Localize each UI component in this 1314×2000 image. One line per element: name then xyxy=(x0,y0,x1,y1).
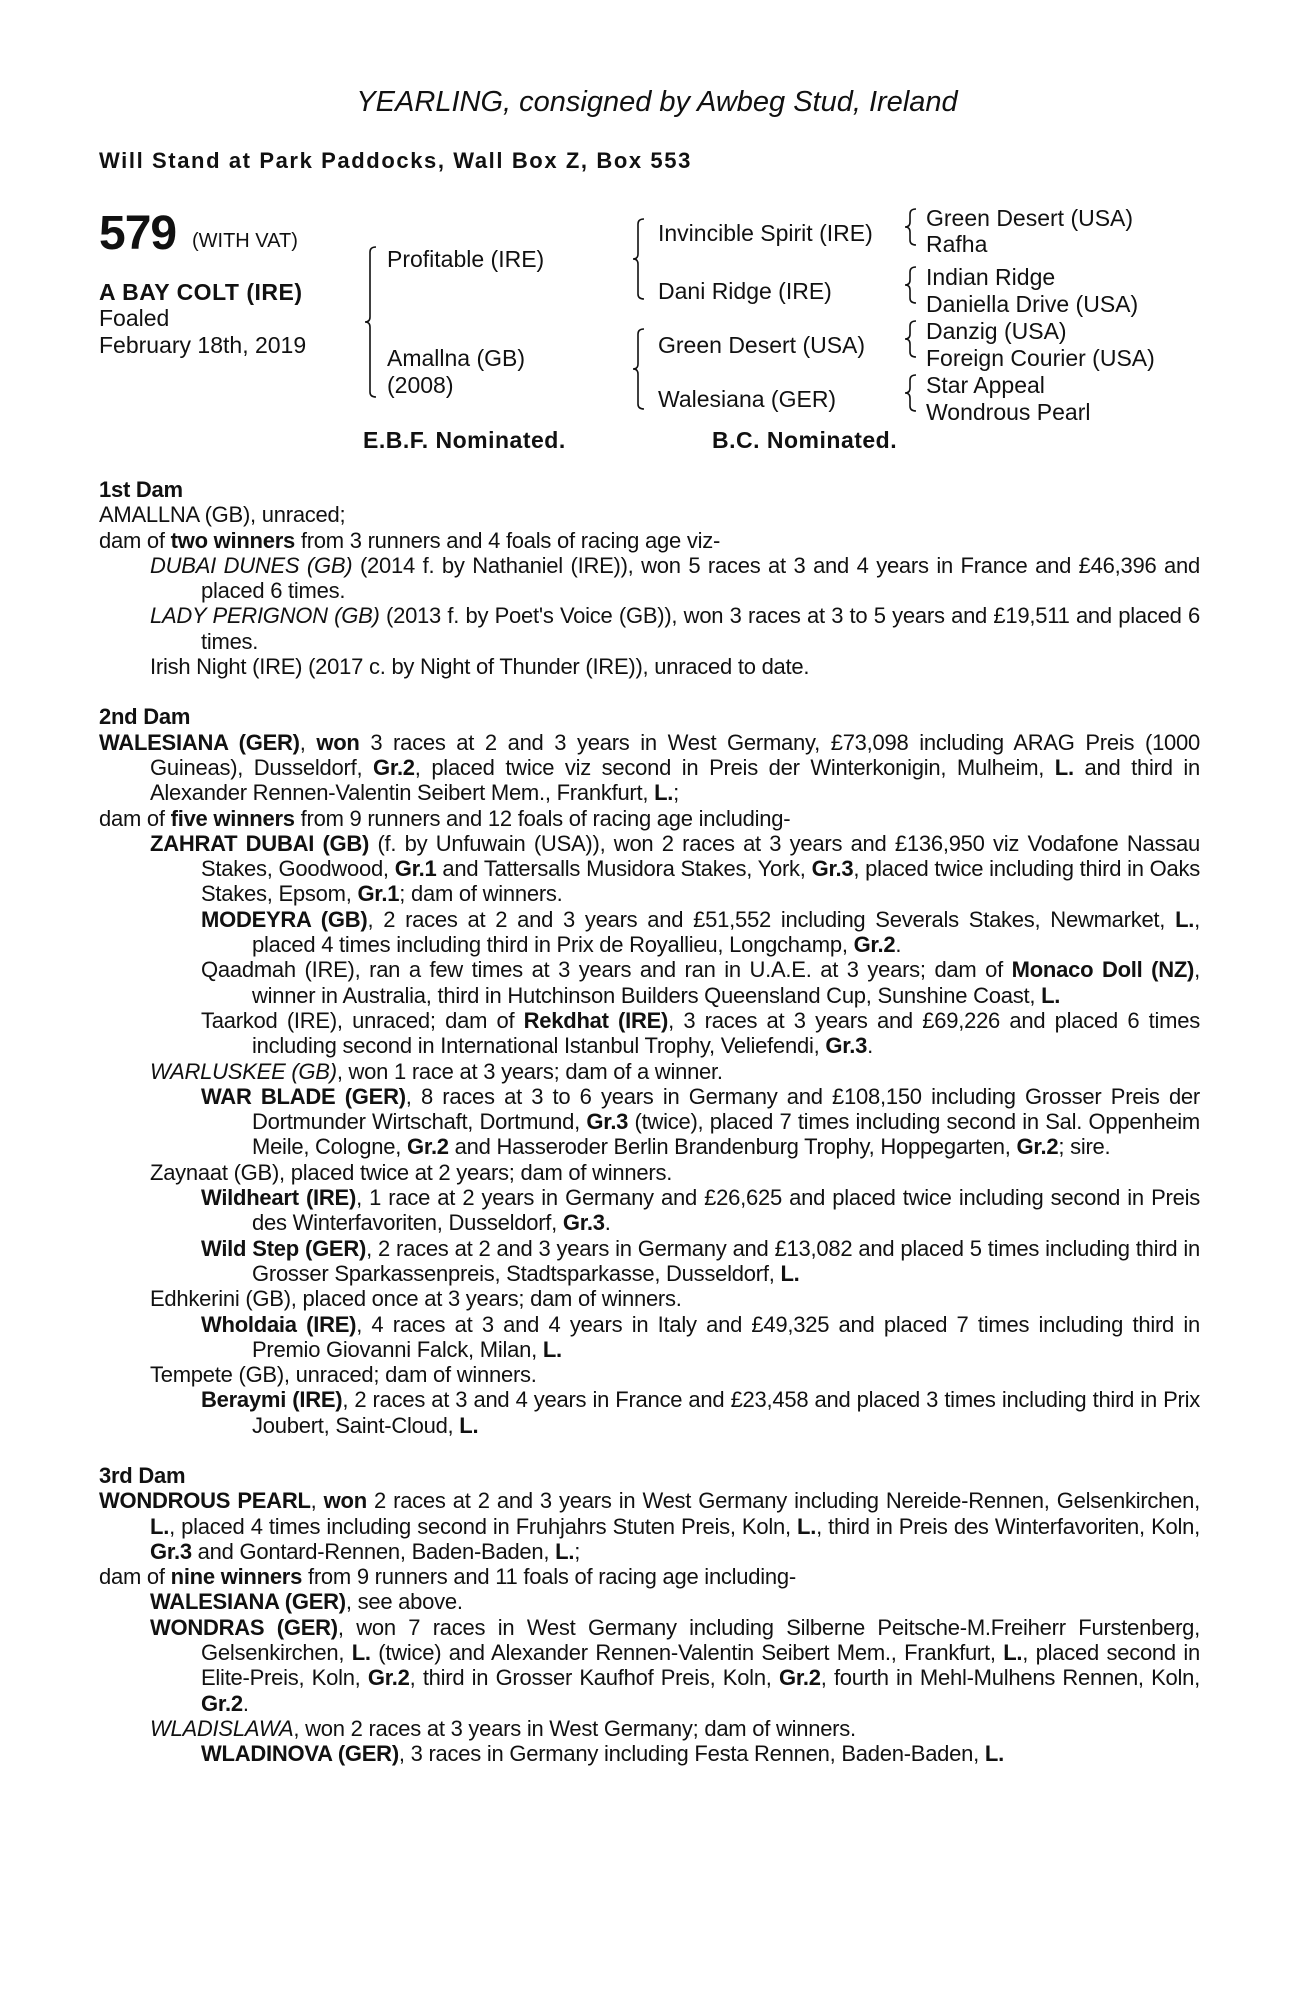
text: , see above. xyxy=(345,1589,463,1615)
produce-entry xyxy=(99,502,1200,527)
text: , third in Preis des Winterfavoriten, Koln, xyxy=(816,1513,1200,1539)
text: . xyxy=(895,932,902,958)
text: from 9 runners and 11 foals of racing age including- xyxy=(302,1564,796,1590)
text: . xyxy=(867,1033,874,1059)
produce-record xyxy=(99,477,1200,1792)
bold-text: L. xyxy=(555,1538,575,1564)
bold-text: L. xyxy=(150,1513,170,1539)
text: (twice) and Alexander Rennen-Valentin Seibert Mem., Frankfurt, xyxy=(370,1640,1004,1666)
stable-location: Will Stand at Park Paddocks, Wall Box Z, Box 553 xyxy=(99,148,692,173)
lot-number: 579 xyxy=(99,207,177,260)
bold-text: L. xyxy=(654,780,674,806)
dam-sire: Green Desert (USA) xyxy=(658,332,866,358)
text: ; xyxy=(574,1538,581,1564)
bold-text: Gr.3 xyxy=(562,1210,605,1236)
sire: Profitable (IRE) xyxy=(387,246,545,272)
bold-text: Gr.1 xyxy=(357,881,400,907)
produce-entry xyxy=(99,1160,1200,1185)
brace-icon xyxy=(904,208,918,246)
text: , placed 4 times including second in Fruhjahrs Stuten Preis, Koln, xyxy=(169,1513,798,1539)
bold-text: Gr.3 xyxy=(150,1538,192,1564)
produce-entry xyxy=(99,1008,1200,1059)
sire-dam-sire: Indian Ridge xyxy=(926,264,1056,290)
text: , xyxy=(299,729,317,755)
produce-entry xyxy=(99,957,1200,1008)
bold-text: L. xyxy=(459,1412,479,1438)
italic-text: LADY PERIGNON (GB) xyxy=(150,603,380,629)
produce-entry xyxy=(99,1716,1200,1741)
text: Qaadmah (IRE), ran a few times at 3 years and ran in U.A.E. at 3 years; dam of xyxy=(201,957,1012,983)
text: and Tattersalls Musidora Stakes, York, xyxy=(436,856,812,882)
text: from 9 runners and 12 foals of racing age including- xyxy=(294,805,791,831)
sire-dam-dam: Daniella Drive (USA) xyxy=(926,291,1139,317)
produce-entry xyxy=(99,1589,1200,1614)
text: Taarkod (IRE), unraced; dam of xyxy=(201,1007,524,1033)
bold-text: won xyxy=(323,1488,367,1514)
brace-icon xyxy=(632,328,646,410)
text: 3 races at 2 and 3 years in West Germany, £73,098 including ARAG Preis (1000 Guineas), Dusseldorf, xyxy=(150,729,1201,780)
produce-entry xyxy=(99,528,1200,553)
vat-note: (WITH VAT) xyxy=(192,230,298,252)
produce-entry xyxy=(99,1059,1200,1084)
text: , xyxy=(310,1488,324,1514)
text: Edhkerini (GB), placed once at 3 years; dam of winners. xyxy=(150,1286,682,1312)
bold-text: Gr.3 xyxy=(586,1109,629,1135)
text: , 3 races in Germany including Festa Rennen, Baden-Baden, xyxy=(398,1741,985,1767)
sire-sire-dam: Rafha xyxy=(926,231,988,257)
text: , won 7 races in West Germany including Silberne Peitsche-M.Freiherr Furstenberg, Gelsenkirchen, xyxy=(201,1614,1200,1666)
bold-text: Gr.2 xyxy=(367,1665,410,1691)
bold-text: L. xyxy=(984,1741,1004,1767)
bold-text: Gr.3 xyxy=(811,856,854,882)
text: , 1 race at 2 years in Germany and £26,625 and placed twice including second in Preis des Winterfavoriten, Dusseldorf, xyxy=(252,1185,1200,1236)
foaled-date: February 18th, 2019 xyxy=(99,332,307,358)
bold-text: L. xyxy=(1054,754,1074,780)
bold-text: WLADINOVA (GER) xyxy=(201,1741,399,1767)
produce-entry xyxy=(99,1236,1200,1287)
italic-text: WLADISLAWA xyxy=(150,1715,294,1741)
text: , winner in Australia, third in Hutchinson Builders Queensland Cup, Sunshine Coast, xyxy=(252,957,1201,1008)
bold-text: two winners xyxy=(170,527,295,553)
sire-sire-sire: Green Desert (USA) xyxy=(926,205,1134,231)
text: . xyxy=(604,1210,611,1236)
bold-text: WONDRAS (GER) xyxy=(150,1614,338,1640)
sire-dam: Dani Ridge (IRE) xyxy=(658,278,832,304)
bold-text: L. xyxy=(780,1260,800,1286)
text: ; dam of winners. xyxy=(399,881,563,907)
text: Zaynaat (GB), placed twice at 2 years; dam of winners. xyxy=(150,1159,673,1185)
bold-text: L. xyxy=(1175,906,1195,932)
brace-icon xyxy=(904,266,918,304)
dam-sire-dam: Foreign Courier (USA) xyxy=(926,345,1155,371)
text: , placed 4 times including third in Prix de Royallieu, Longchamp, xyxy=(252,906,1200,958)
text: , placed second in Elite-Preis, Koln, xyxy=(201,1640,1201,1691)
produce-entry xyxy=(99,1488,1200,1564)
produce-entry xyxy=(99,1084,1200,1160)
produce-entry xyxy=(99,1564,1200,1589)
text: , 8 races at 3 to 6 years in Germany and £108,150 including Grosser Preis der Dortmunder Wirtschaft, Dortmund, xyxy=(252,1083,1200,1135)
text: AMALLNA (GB), unraced; xyxy=(99,502,346,528)
bold-text: L. xyxy=(351,1640,371,1666)
bold-text: Gr.2 xyxy=(853,932,896,958)
text: Tempete (GB), unraced; dam of winners. xyxy=(150,1362,537,1388)
produce-entry xyxy=(99,1615,1200,1716)
bold-text: WALESIANA (GER) xyxy=(150,1589,346,1615)
bold-text: WAR BLADE (GER) xyxy=(201,1083,406,1109)
text: , won 2 races at 3 years in West Germany; dam of winners. xyxy=(293,1715,856,1741)
text: 2 races at 2 and 3 years in West Germany including Nereide-Rennen, Gelsenkirchen, xyxy=(366,1488,1200,1514)
dam-sire-sire: Danzig (USA) xyxy=(926,318,1067,344)
bold-text: WONDROUS PEARL xyxy=(99,1488,311,1514)
text: (2014 f. by Nathaniel (IRE)), won 5 races at 3 and 4 years in France and £46,396 and placed 6 times. xyxy=(201,552,1200,604)
bold-text: Wild Step (GER) xyxy=(201,1235,367,1261)
produce-entry xyxy=(99,907,1200,958)
text: dam of xyxy=(99,1564,171,1590)
bold-text: Gr.2 xyxy=(372,754,415,780)
text: (twice), placed 7 times including second in Sal. Oppenheim Meile, Cologne, xyxy=(252,1109,1200,1160)
bold-text: MODEYRA (GB) xyxy=(201,906,368,932)
produce-entry xyxy=(99,603,1200,654)
bold-text: Wholdaia (IRE) xyxy=(201,1311,357,1337)
dam-dam-dam: Wondrous Pearl xyxy=(926,399,1091,425)
bold-text: Gr.2 xyxy=(1016,1134,1059,1160)
dam-dam: Walesiana (GER) xyxy=(658,386,837,412)
text: , 2 races at 3 and 4 years in France and £23,458 and placed 3 times including third in Prix Joubert, Saint-Cloud, xyxy=(252,1387,1200,1438)
dam-year: (2008) xyxy=(387,372,454,398)
text: , third in Grosser Kaufhof Preis, Koln, xyxy=(409,1665,779,1691)
brace-icon xyxy=(632,218,646,300)
bold-text: Gr.1 xyxy=(394,856,437,882)
text: , won 1 race at 3 years; dam of a winner. xyxy=(336,1058,723,1084)
sire-sire: Invincible Spirit (IRE) xyxy=(658,220,873,246)
text: from 3 runners and 4 foals of racing age viz- xyxy=(295,527,721,553)
text: , 3 races at 3 years and £69,226 and placed 6 times including second in International Istanbul Trophy, Veliefendi, xyxy=(252,1007,1200,1059)
text: and third in Alexander Rennen-Valentin Seibert Mem., Frankfurt, xyxy=(150,754,1200,806)
produce-entry xyxy=(99,1387,1200,1438)
dam-dam-sire: Star Appeal xyxy=(926,372,1045,398)
bold-text: Wildheart (IRE) xyxy=(201,1185,357,1211)
bold-text: ZAHRAT DUBAI (GB) xyxy=(150,830,370,856)
text: . xyxy=(242,1690,249,1716)
bold-text: nine winners xyxy=(170,1564,303,1590)
brace-icon xyxy=(904,320,918,358)
text: (2013 f. by Poet's Voice (GB)), won 3 races at 3 to 5 years and £19,511 and placed 6 times. xyxy=(201,603,1200,654)
section-heading: 2nd Dam xyxy=(99,704,191,730)
text: dam of xyxy=(99,527,171,553)
catalogue-title: YEARLING, consigned by Awbeg Stud, Ireland xyxy=(356,86,958,118)
bold-text: L. xyxy=(542,1336,562,1362)
section-heading: 1st Dam xyxy=(99,477,183,502)
text: , 4 races at 3 and 4 years in Italy and £49,325 and placed 7 times including third in Premio Giovanni Falck, Milan, xyxy=(252,1311,1200,1362)
produce-entry xyxy=(99,1286,1200,1311)
text: ; xyxy=(673,780,680,806)
bold-text: L. xyxy=(1041,982,1061,1008)
foaled-label: Foaled xyxy=(99,305,170,331)
produce-entry xyxy=(99,1362,1200,1387)
bold-text: Gr.3 xyxy=(825,1033,868,1059)
brace-icon xyxy=(364,246,378,398)
dam: Amallna (GB) xyxy=(387,345,526,371)
text: , placed twice viz second in Preis der Winterkonigin, Mulheim, xyxy=(414,754,1055,780)
text: , fourth in Mehl-Mulhens Rennen, Koln, xyxy=(820,1665,1200,1691)
bold-text: L. xyxy=(797,1513,817,1539)
text: dam of xyxy=(99,805,171,831)
produce-entry xyxy=(99,1185,1200,1236)
text: and Hasseroder Berlin Brandenburg Trophy, Hoppegarten, xyxy=(448,1134,1017,1160)
produce-entry xyxy=(99,553,1200,604)
bold-text: WALESIANA (GER) xyxy=(99,729,300,755)
produce-entry xyxy=(99,654,1200,679)
text: ; sire. xyxy=(1058,1134,1111,1160)
bold-text: L. xyxy=(1003,1640,1023,1666)
text: , 2 races at 2 and 3 years in Germany and £13,082 and placed 5 times including third in Grosser Sparkassenpreis, Stadtsparkasse, Dusseldorf, xyxy=(252,1235,1200,1286)
bold-text: won xyxy=(316,729,360,755)
bold-text: Beraymi (IRE) xyxy=(201,1387,343,1413)
dam-section xyxy=(99,477,1200,679)
produce-entry xyxy=(99,831,1200,907)
bold-text: Gr.2 xyxy=(406,1134,449,1160)
produce-entry xyxy=(99,1312,1200,1363)
dam-section xyxy=(99,704,1200,1438)
text: , 2 races at 2 and 3 years and £51,552 including Severals Stakes, Newmarket, xyxy=(367,906,1176,932)
text: , placed twice including third in Oaks Stakes, Epsom, xyxy=(201,856,1200,907)
produce-entry xyxy=(99,1741,1200,1766)
ebf-nominated: E.B.F. Nominated. xyxy=(363,427,566,453)
dam-section xyxy=(99,1463,1200,1767)
text: Irish Night (IRE) (2017 c. by Night of Thunder (IRE)), unraced to date. xyxy=(150,654,810,680)
text: (f. by Unfuwain (USA)), won 2 races at 3 years and £136,950 viz Vodafone Nassau Stakes, Goodwood, xyxy=(201,830,1200,882)
bold-text: Rekdhat (IRE) xyxy=(523,1007,669,1033)
produce-entry xyxy=(99,730,1200,806)
italic-text: WARLUSKEE (GB) xyxy=(150,1058,337,1084)
bold-text: five winners xyxy=(170,805,295,831)
section-heading: 3rd Dam xyxy=(99,1462,186,1488)
brace-icon xyxy=(904,374,918,412)
bold-text: Gr.2 xyxy=(778,1665,821,1691)
text: and Gontard-Rennen, Baden-Baden, xyxy=(191,1538,556,1564)
bold-text: Monaco Doll (NZ) xyxy=(1011,957,1195,983)
horse-description: A BAY COLT (IRE) xyxy=(99,279,303,305)
produce-entry xyxy=(99,806,1200,831)
bold-text: Gr.2 xyxy=(201,1690,243,1716)
bc-nominated: B.C. Nominated. xyxy=(712,427,898,453)
italic-text: DUBAI DUNES (GB) xyxy=(150,552,353,578)
